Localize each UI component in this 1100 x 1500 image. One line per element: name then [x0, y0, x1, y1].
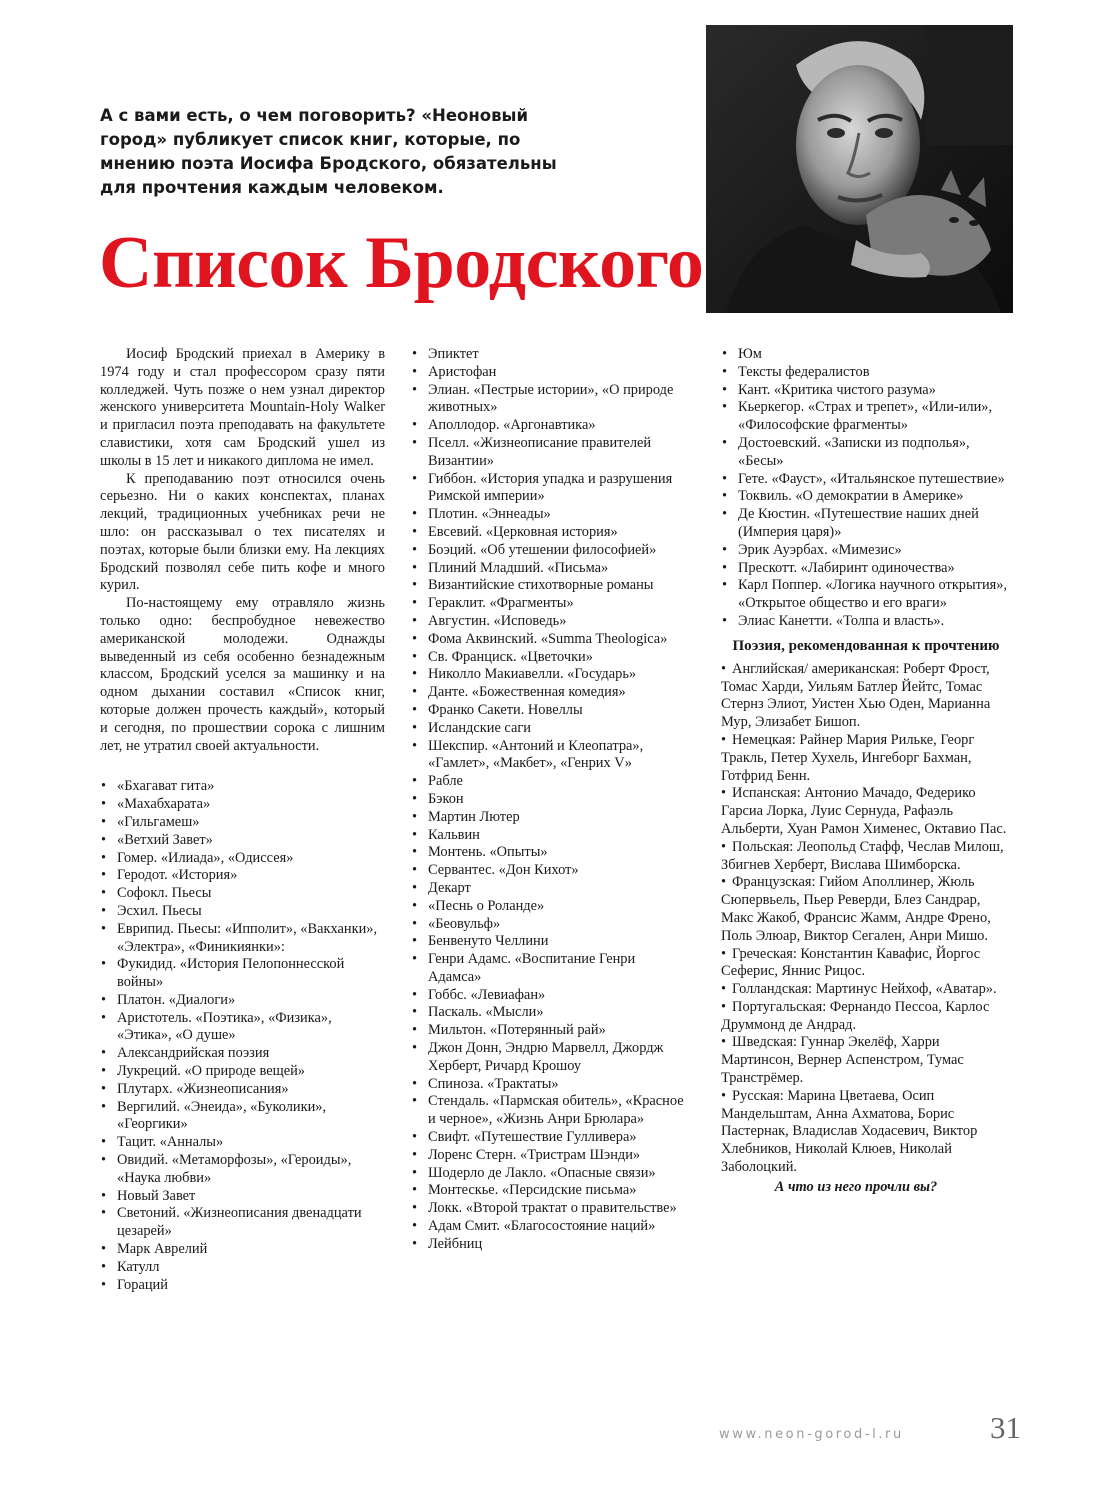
book-item: • Кант. «Критика чистого разума» — [721, 382, 1011, 400]
poetry-item: • Шведская: Гуннар Экелёф, Харри Мартинсон, Вернер Аспенстром, Тумас Транстрёмер. — [721, 1034, 1011, 1087]
book-item: • «Песнь о Роланде» — [411, 898, 691, 916]
book-item: • Прескотт. «Лабиринт одиночества» — [721, 560, 1011, 578]
book-item: • Плиний Младший. «Письма» — [411, 560, 691, 578]
book-item: • Софокл. Пьесы — [100, 885, 385, 903]
intro-paragraph: Иосиф Бродский приехал в Америку в 1974 году и стал профессором сразу пяти колледжей. Чуть позже о нем узнал директор женского университета Mountain-Holy Walker и пригласил поэта преподавать на факультете славистики, хотя сам Бродский ушел из школы в 15 лет и никакого диплома не имел. — [100, 346, 385, 469]
book-item: • Рабле — [411, 773, 691, 791]
book-item: • Мильтон. «Потерянный рай» — [411, 1022, 691, 1040]
book-item: • Стендаль. «Пармская обитель», «Красное и черное», «Жизнь Анри Брюлара» — [411, 1093, 691, 1129]
book-item: • Бенвенуто Челлини — [411, 933, 691, 951]
book-item: • Свифт. «Путешествие Гулливера» — [411, 1129, 691, 1147]
book-item: • Элиас Канетти. «Толпа и власть». — [721, 613, 1011, 631]
column-1 — [100, 346, 385, 1294]
book-list-3 — [721, 346, 1011, 631]
book-item: • Кьеркегор. «Страх и трепет», «Или-или», «Философские фрагменты» — [721, 399, 1011, 435]
book-item: • Монтескье. «Персидские письма» — [411, 1182, 691, 1200]
book-item: • «Ветхий Завет» — [100, 832, 385, 850]
book-item: • Токвиль. «О демократии в Америке» — [721, 488, 1011, 506]
book-item: • Фома Аквинский. «Summa Theologica» — [411, 631, 691, 649]
book-item: • Исландские саги — [411, 720, 691, 738]
book-item: • Византийские стихотворные романы — [411, 577, 691, 595]
poetry-item: • Испанская: Антонио Мачадо, Федерико Гарсиа Лорка, Луис Сернуда, Рафаэль Альберти, Хуан Рамон Хименес, Октавио Пас. — [721, 785, 1011, 838]
book-item: • «Махабхарата» — [100, 796, 385, 814]
book-item: • Овидий. «Метаморфозы», «Героиды», «Наука любви» — [100, 1152, 385, 1188]
book-item: • Катулл — [100, 1259, 385, 1277]
portrait-photo — [706, 25, 1013, 313]
book-item: • Плутарх. «Жизнеописания» — [100, 1081, 385, 1099]
column-3 — [721, 346, 1011, 1197]
book-item: • Тацит. «Анналы» — [100, 1134, 385, 1152]
book-item: • Лукреций. «О природе вещей» — [100, 1063, 385, 1081]
book-item: • Эсхил. Пьесы — [100, 903, 385, 921]
book-item: • Спиноза. «Трактаты» — [411, 1076, 691, 1094]
poetry-item: • Португальская: Фернандо Пессоа, Карлос Друммонд де Андрад. — [721, 999, 1011, 1035]
book-item: • Паскаль. «Мысли» — [411, 1004, 691, 1022]
book-item: • Де Кюстин. «Путешествие наших дней (Империя царя)» — [721, 506, 1011, 542]
book-item: • Тексты федералистов — [721, 364, 1011, 382]
book-item: • Элиан. «Пестрые истории», «О природе животных» — [411, 382, 691, 418]
book-item: • Св. Франциск. «Цветочки» — [411, 649, 691, 667]
book-item: • Плотин. «Эннеады» — [411, 506, 691, 524]
book-item: • Локк. «Второй трактат о правительстве» — [411, 1200, 691, 1218]
book-item: • Адам Смит. «Благосостояние наций» — [411, 1218, 691, 1236]
book-item: • Кальвин — [411, 827, 691, 845]
book-item: • Франко Сакети. Новеллы — [411, 702, 691, 720]
book-item: • Пселл. «Жизнеописание правителей Византии» — [411, 435, 691, 471]
book-item: • Аристотель. «Поэтика», «Физика», «Этика», «О душе» — [100, 1010, 385, 1046]
book-item: • Карл Поппер. «Логика научного открытия», «Открытое общество и его враги» — [721, 577, 1011, 613]
book-list-1 — [100, 778, 385, 1294]
book-item: • Александрийская поэзия — [100, 1045, 385, 1063]
book-item: • Мартин Лютер — [411, 809, 691, 827]
book-item: • Платон. «Диалоги» — [100, 992, 385, 1010]
book-item: • Лейбниц — [411, 1236, 691, 1254]
book-item: • Данте. «Божественная комедия» — [411, 684, 691, 702]
poetry-list — [721, 661, 1011, 1177]
poetry-item: • Польская: Леопольд Стафф, Чеслав Милош, Збигнев Херберт, Вислава Шимборска. — [721, 839, 1011, 875]
book-item: • Фукидид. «История Пелопоннесской войны» — [100, 956, 385, 992]
book-item: • Еврипид. Пьесы: «Ипполит», «Вакханки», «Электра», «Финикиянки»: — [100, 921, 385, 957]
book-item: • Августин. «Исповедь» — [411, 613, 691, 631]
book-item: • Гиббон. «История упадка и разрушения Римской империи» — [411, 471, 691, 507]
book-item: • Эрик Ауэрбах. «Мимезис» — [721, 542, 1011, 560]
closing-question: А что из него прочли вы? — [774, 1178, 938, 1195]
book-item: • Сервантес. «Дон Кихот» — [411, 862, 691, 880]
website-url: www.neon-gorod-l.ru — [719, 1427, 904, 1442]
column-2 — [411, 346, 691, 1254]
book-item: • Бэкон — [411, 791, 691, 809]
book-item: • Николло Макиавелли. «Государь» — [411, 666, 691, 684]
poetry-heading: Поэзия, рекомендованная к прочтению — [732, 637, 1000, 654]
book-item: • Вергилий. «Энеида», «Буколики», «Георгики» — [100, 1099, 385, 1135]
book-item: • Аристофан — [411, 364, 691, 382]
lead-paragraph: А с вами есть, о чем поговорить? «Неоновый город» публикует список книг, которые, по мнению поэта Иосифа Бродского, обязательны для прочтения каждым человеком. — [100, 106, 557, 197]
book-item: • Гомер. «Илиада», «Одиссея» — [100, 850, 385, 868]
book-item: • Лоренс Стерн. «Тристрам Шэнди» — [411, 1147, 691, 1165]
book-item: • Гоббс. «Левиафан» — [411, 987, 691, 1005]
book-item: • Юм — [721, 346, 1011, 364]
book-item: • Джон Донн, Эндрю Марвелл, Джордж Херберт, Ричард Крошоу — [411, 1040, 691, 1076]
poetry-item: • Немецкая: Райнер Мария Рильке, Георг Тракль, Петер Хухель, Ингеборг Бахман, Готфрид Бенн. — [721, 732, 1011, 785]
book-list-2 — [411, 346, 691, 1254]
book-item: • Евсевий. «Церковная история» — [411, 524, 691, 542]
poetry-item: • Английская/ американская: Роберт Фрост, Томас Харди, Уильям Батлер Йейтс, Томас Стернз Элиот, Уистен Хью Оден, Марианна Мур, Элизабет Бишоп. — [721, 661, 1011, 732]
poetry-item: • Голландская: Мартинус Нейхоф, «Аватар». — [721, 981, 1011, 999]
book-item: • «Бхагават гита» — [100, 778, 385, 796]
book-item: • Новый Завет — [100, 1188, 385, 1206]
book-item: • Гете. «Фауст», «Итальянское путешествие» — [721, 471, 1011, 489]
book-item: • Шодерло де Лакло. «Опасные связи» — [411, 1165, 691, 1183]
book-item: • Эпиктет — [411, 346, 691, 364]
book-item: • Боэций. «Об утешении философией» — [411, 542, 691, 560]
book-item: • «Гильгамеш» — [100, 814, 385, 832]
book-item: • Монтень. «Опыты» — [411, 844, 691, 862]
portrait-image — [706, 25, 1013, 313]
poetry-item: • Русская: Марина Цветаева, Осип Мандельштам, Анна Ахматова, Борис Пастернак, Владислав Ходасевич, Виктор Хлебников, Николай Клюев, Николай Заболоцкий. — [721, 1088, 1011, 1177]
book-item: • Генри Адамс. «Воспитание Генри Адамса» — [411, 951, 691, 987]
book-item: • Гераклит. «Фрагменты» — [411, 595, 691, 613]
page-title: Список Бродского — [99, 222, 704, 304]
book-item: • Декарт — [411, 880, 691, 898]
intro-paragraph: К преподаванию поэт относился очень серьезно. Ни о каких конспектах, планах лекций, традиционных учебниках речи не шло: он рассказывал о тех писателях и поэтах, которые были близки ему. На лекциях Бродский позволял себе пить кофе и много курил. — [100, 470, 385, 594]
book-item: • Геродот. «История» — [100, 867, 385, 885]
book-item: • Светоний. «Жизнеописания двенадцати цезарей» — [100, 1205, 385, 1241]
poetry-item: • Греческая: Константин Кавафис, Йоргос Сеферис, Яннис Рицос. — [721, 946, 1011, 982]
poetry-item: • Французская: Гийом Аполлинер, Жюль Сюпервьель, Пьер Реверди, Блез Сандрар, Макс Жакоб, Франсис Жамм, Андре Френо, Поль Элюар, Виктор Сегален, Анри Мишо. — [721, 874, 1011, 945]
book-item: • Аполлодор. «Аргонавтика» — [411, 417, 691, 435]
book-item: • «Беовульф» — [411, 916, 691, 934]
book-item: • Гораций — [100, 1277, 385, 1295]
book-item: • Достоевский. «Записки из подполья», «Бесы» — [721, 435, 1011, 471]
intro-paragraph: По-настоящему ему отравляло жизнь только одно: беспробудное невежество американской молодежи. Однажды выведенный из себя особенно безнадежным классом, Бродский уселся за машинку и на одном дыхании составил «Список книг, которые должен прочесть каждый», который и сегодня, по прошествии сорока с лишним лет, не утратил своей актуальности. — [100, 595, 385, 754]
book-item: • Шекспир. «Антоний и Клеопатра», «Гамлет», «Макбет», «Генрих V» — [411, 738, 691, 774]
book-item: • Марк Аврелий — [100, 1241, 385, 1259]
page-number: 31 — [990, 1410, 1021, 1445]
intro-text — [100, 346, 385, 755]
